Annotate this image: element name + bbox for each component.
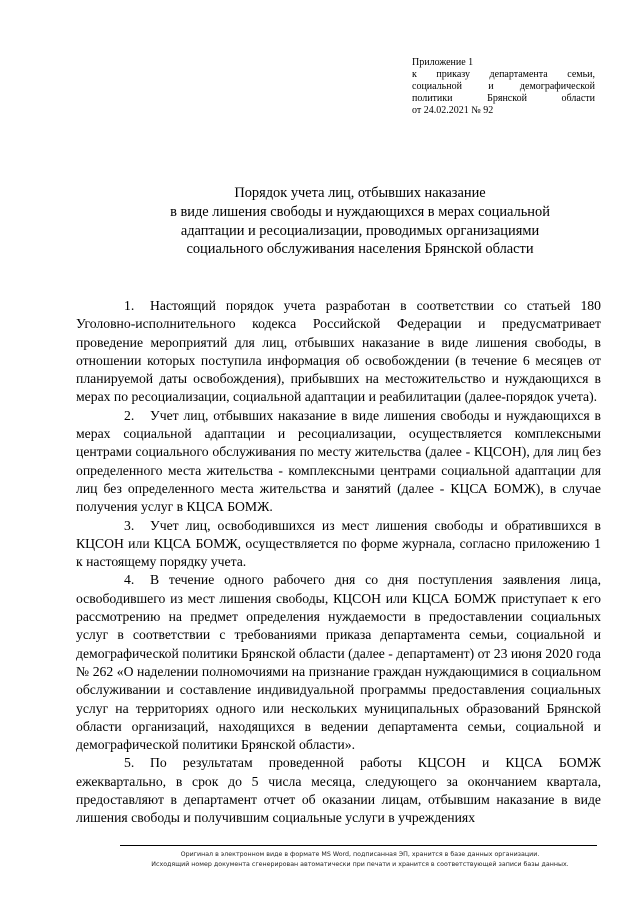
- footer-note: [90, 850, 630, 870]
- paragraph-1: [76, 297, 601, 407]
- annex-order-line: к приказу департамента семьи,: [412, 69, 595, 80]
- footer-divider: [120, 845, 597, 846]
- document-body: [76, 297, 601, 828]
- annex-header: [412, 57, 595, 117]
- paragraph-4: [76, 571, 601, 754]
- title-line: адаптации и ресоциализации, проводимых организациями: [180, 222, 540, 239]
- annex-date-line: от 24.02.2021 № 92: [412, 105, 494, 116]
- paragraph-text: Настоящий порядок учета разработан в соответствии со статьей 180 Уголовно-исполнительного кодекса Российской Федерации и предусматривает проведение мероприятий для лиц, отбывших наказание в виде лишения свободы, в отношении которых поступила информация об освобождении (в течение 6 месяцев от планируемой даты освобождения), прибывших на местожительство и нуждающихся в мерах по ресоциализации, социальной адаптации и реабилитации (далее-порядок учета).: [76, 298, 601, 405]
- paragraph-number: 5.: [124, 755, 135, 771]
- footer-line-original: Оригинал в электронном виде в формате MS Word, подписанная ЭП, хранится в базе данных организации.: [180, 851, 540, 858]
- title-line: Порядок учета лиц, отбывших наказание: [234, 185, 486, 201]
- paragraph-text: В течение одного рабочего дня со дня поступления заявления лица, освободившего из мест лишения свободы, КЦСОН или КЦСА БОМЖ приступает к его рассмотрению на предмет определения нуждаемости в предоставлении социальных услуг в соответствии с требованиями приказа департамента семьи, социальной и демографической политики Брянской области (далее - департамент) от 23 июня 2020 года № 262 «О наделении полномочиями на признание граждан нуждающимися в социальном обслуживании и составление индивидуальной программы предоставления социальных услуг на территориях одного или нескольких муниципальных образований Брянской области организаций, находящихся в ведении департамента семьи, социальной и демографической политики Брянской области».: [76, 572, 601, 753]
- title-line: социального обслуживания населения Брянской области: [186, 241, 534, 258]
- annex-title: Приложение 1: [412, 57, 474, 68]
- paragraph-2: [76, 407, 601, 517]
- paragraph-number: 4.: [124, 572, 135, 588]
- paragraph-3: [76, 517, 601, 572]
- paragraph-text: По результатам проведенной работы КЦСОН и КЦСА БОМЖ ежеквартально, в срок до 5 числа месяца, следующего за окончанием квартала, предоставляют в департамент отчет об оказании лицам, отбывшим наказание в виде лишения свободы и получившим социальные услуги в учреждениях: [76, 755, 601, 826]
- paragraph-text: Учет лиц, освободившихся из мест лишения свободы и обратившихся в КЦСОН или КЦСА БОМЖ, осуществляется по форме журнала, согласно приложению 1 к настоящему порядку учета.: [76, 517, 601, 570]
- paragraph-number: 1.: [124, 298, 135, 313]
- paragraph-text: Учет лиц, отбывших наказание в виде лишения свободы и нуждающихся в мерах социальной адаптации и ресоциализации, осуществляется комплексными центрами социального обслуживания по месту жительства (далее - КЦСОН), для лиц без определенного места жительства - комплексными центрами социальной адаптации для лиц без определенного места жительства и занятий (далее - КЦСА БОМЖ), в случае получения услуг в КЦСА БОМЖ.: [76, 407, 601, 515]
- document-title: [100, 184, 620, 259]
- paragraph-5: [76, 754, 601, 827]
- title-line: в виде лишения свободы и нуждающихся в мерах социальной: [170, 203, 550, 220]
- footer-line-number: Исходящий номер документа сгенерирован автоматически при печати и хранится в соответствующей записи базы данных.: [151, 861, 569, 868]
- paragraph-number: 2.: [124, 407, 135, 423]
- paragraph-number: 3.: [124, 517, 135, 533]
- annex-region-line: политики Брянской области: [412, 93, 595, 104]
- annex-department-line: социальной и демографической: [412, 81, 595, 92]
